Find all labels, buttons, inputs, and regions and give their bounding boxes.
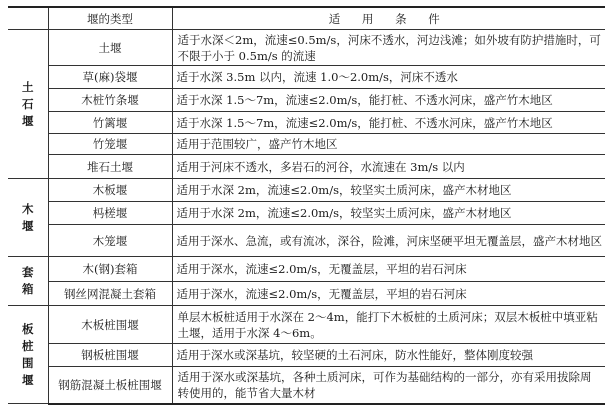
- table-row: [8, 30, 605, 66]
- category-label: 套 箱: [22, 265, 34, 296]
- condition-text: 适用于范围较广，盛产竹木地区: [172, 134, 605, 155]
- weir-type: 钢丝网混凝土套箱: [48, 282, 172, 306]
- header-conditions: 适 用 条 件: [172, 7, 605, 30]
- category-label: 土 石 堰: [22, 79, 34, 128]
- condition-text: 单层木板桩适用于水深在 2～4m，能打下木板桩的土质河床；双层木板桩中填亚粘土堰，适用于水深 4～6m。: [172, 306, 605, 344]
- table-row: [8, 134, 605, 155]
- condition-text: 适于水深 1.5～7m，流速≤2.0m/s，能打桩、不透水河床，盛产竹木地区: [172, 89, 605, 112]
- condition-text: 适用于深水，流速≤2.0m/s，无覆盖层，平坦的岩石河床: [172, 282, 605, 306]
- weir-type: 草(麻)袋堰: [48, 66, 172, 89]
- weir-type: 堆石土堰: [48, 155, 172, 179]
- category-cell: [8, 179, 48, 257]
- table-row: [8, 344, 605, 367]
- weir-type: 木板堰: [48, 179, 172, 202]
- category-label: 木 堰: [22, 201, 34, 233]
- weir-type: 竹笼堰: [48, 134, 172, 155]
- table-row: [8, 367, 605, 404]
- category-cell: [8, 257, 48, 306]
- table-row: [8, 225, 605, 257]
- condition-text: 适用于水深 2m，流速≤2.0m/s，较坚实土质河床，盛产木材地区: [172, 202, 605, 225]
- weir-type: 钢筋混凝土板桩围堰: [48, 367, 172, 404]
- table-header-row: [8, 7, 605, 30]
- condition-text: 适用于深水或深基坑，较坚硬的土石河床，防水性能好，整体刚度较强: [172, 344, 605, 367]
- table-row: [8, 179, 605, 202]
- table-row: [8, 66, 605, 89]
- category-label: 板 桩 围 堰: [22, 321, 34, 387]
- condition-text: 适用于水深 2m，流速≤2.0m/s，较坚实土质河床，盛产木材地区: [172, 179, 605, 202]
- weir-types-table: [8, 6, 605, 405]
- table-row: [8, 155, 605, 179]
- header-category: [8, 7, 48, 30]
- condition-text: 适用于深水、急流，或有流冰，深谷，险滩，河床坚硬平坦无覆盖层，盛产木材地区: [172, 225, 605, 257]
- weir-type: 竹篱堰: [48, 112, 172, 134]
- weir-type: 钢板桩围堰: [48, 344, 172, 367]
- table-row: [8, 112, 605, 134]
- weir-type: 木板桩围堰: [48, 306, 172, 344]
- condition-text: 适于水深 1.5～7m，流速≤2.0m/s，能打桩、不透水河床，盛产竹木地区: [172, 112, 605, 134]
- category-cell: [8, 306, 48, 404]
- condition-text: 适于水深 3.5m 以内，流速 1.0～2.0m/s，河床不透水: [172, 66, 605, 89]
- weir-type: 木(钢)套箱: [48, 257, 172, 282]
- condition-text: 适于水深＜2m，流速≤0.5m/s，河床不透水，河边浅滩；如外坡有防护措施时，可不限于小于 0.5m/s 的流速: [172, 30, 605, 66]
- table-row: [8, 282, 605, 306]
- condition-text: 适用于深水，流速≤2.0m/s，无覆盖层，平坦的岩石河床: [172, 257, 605, 282]
- table-row: [8, 257, 605, 282]
- table-row: [8, 89, 605, 112]
- weir-type: 木桩竹条堰: [48, 89, 172, 112]
- header-weir-type: 堰的类型: [48, 7, 172, 30]
- category-cell: [8, 30, 48, 179]
- weir-type: 木笼堰: [48, 225, 172, 257]
- condition-text: 适用于深水或深基坑，各种土质河床，可作为基础结构的一部分，亦有采用拔除周转使用的，能节省大量木材: [172, 367, 605, 404]
- table-row: [8, 306, 605, 344]
- table-row: [8, 202, 605, 225]
- condition-text: 适用于河床不透水，多岩石的河谷，水流速在 3m/s 以内: [172, 155, 605, 179]
- weir-type: 土堰: [48, 30, 172, 66]
- weir-type: 杩槎堰: [48, 202, 172, 225]
